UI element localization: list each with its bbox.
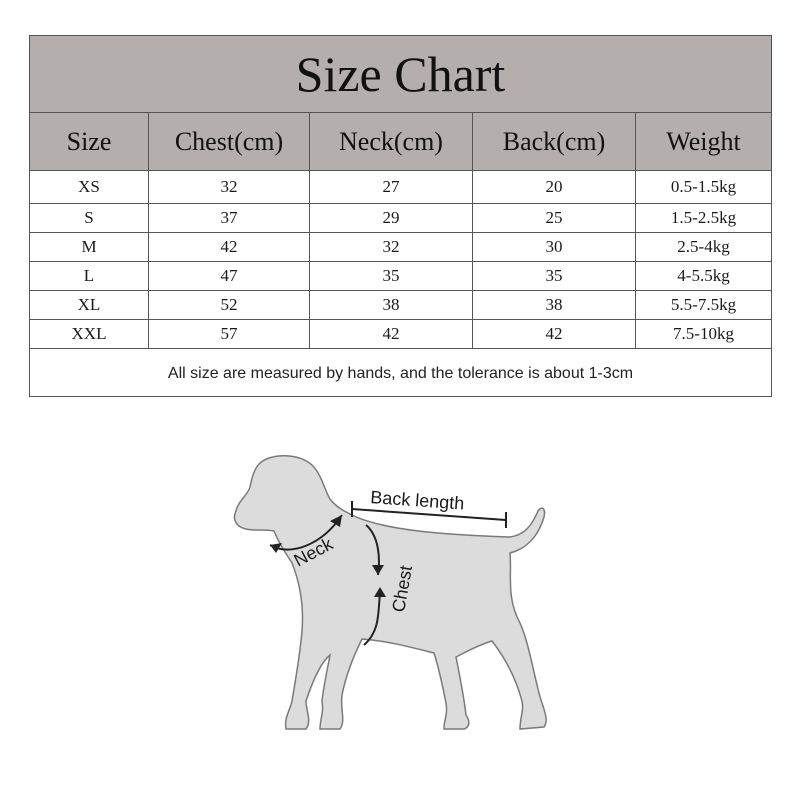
neck-arrowhead xyxy=(270,543,282,553)
cell-weight: 1.5-2.5kg xyxy=(636,204,772,233)
table-row xyxy=(30,204,771,233)
measurement-note: All size are measured by hands, and the tolerance is about 1-3cm xyxy=(167,365,634,382)
dog-measurement-diagram xyxy=(220,445,560,745)
col-chest: Chest(cm) xyxy=(149,113,310,171)
table-row xyxy=(30,171,771,204)
cell-back: 25 xyxy=(473,204,636,233)
cell-back: 42 xyxy=(473,320,636,349)
cell-neck: 29 xyxy=(310,204,473,233)
cell-chest: 32 xyxy=(149,171,310,204)
chart-title: Size Chart xyxy=(30,36,771,113)
cell-weight: 2.5-4kg xyxy=(636,233,772,262)
cell-back: 38 xyxy=(473,291,636,320)
cell-size: S xyxy=(30,204,149,233)
col-size: Size xyxy=(30,113,149,171)
header-row xyxy=(30,113,771,171)
cell-neck: 38 xyxy=(310,291,473,320)
cell-weight: 5.5-7.5kg xyxy=(636,291,772,320)
size-chart xyxy=(29,35,772,397)
table-row xyxy=(30,320,771,349)
chest-label: Chest xyxy=(388,563,417,614)
cell-neck: 32 xyxy=(310,233,473,262)
cell-chest: 42 xyxy=(149,233,310,262)
cell-back: 35 xyxy=(473,262,636,291)
cell-back: 30 xyxy=(473,233,636,262)
cell-size: XXL xyxy=(30,320,149,349)
col-back: Back(cm) xyxy=(473,113,636,171)
cell-back: 20 xyxy=(473,171,636,204)
cell-size: M xyxy=(30,233,149,262)
col-neck: Neck(cm) xyxy=(310,113,473,171)
cell-chest: 37 xyxy=(149,204,310,233)
cell-chest: 57 xyxy=(149,320,310,349)
cell-neck: 35 xyxy=(310,262,473,291)
cell-neck: 27 xyxy=(310,171,473,204)
cell-chest: 52 xyxy=(149,291,310,320)
cell-weight: 4-5.5kg xyxy=(636,262,772,291)
table-row xyxy=(30,262,771,291)
neck-label: Neck xyxy=(290,533,337,571)
cell-chest: 47 xyxy=(149,262,310,291)
cell-weight: 0.5-1.5kg xyxy=(636,171,772,204)
back-length-label: Back length xyxy=(369,487,465,514)
table-row xyxy=(30,233,771,262)
col-weight: Weight xyxy=(636,113,772,171)
cell-size: XS xyxy=(30,171,149,204)
table-row xyxy=(30,291,771,320)
size-table xyxy=(30,113,771,349)
cell-size: L xyxy=(30,262,149,291)
cell-neck: 42 xyxy=(310,320,473,349)
cell-weight: 7.5-10kg xyxy=(636,320,772,349)
cell-size: XL xyxy=(30,291,149,320)
